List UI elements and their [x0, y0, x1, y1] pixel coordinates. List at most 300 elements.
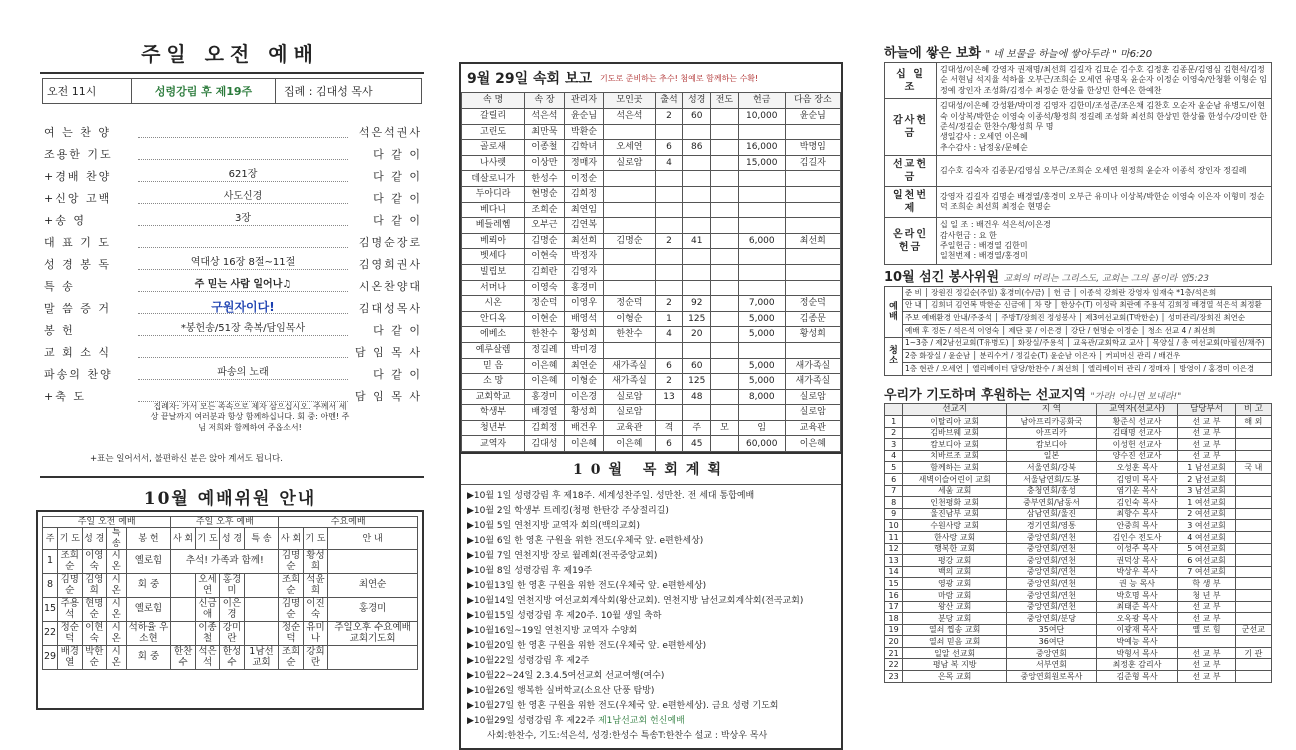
table-row [462, 202, 841, 218]
order-presenter: 다 같 이 [373, 368, 422, 381]
offering-title-row [884, 42, 1152, 61]
table-cell: 한찬수 [604, 327, 655, 343]
table-cell: 서울남연회/도봉 [1007, 473, 1097, 485]
table-row [885, 497, 1272, 509]
table-cell: 중앙연회/연천 [1007, 543, 1097, 555]
worship-leader: 집례 : 김대성 목사 [284, 85, 373, 98]
table-cell: 현명순 [82, 598, 106, 622]
table-cell: 인천평화 교회 [903, 497, 1007, 509]
order-content [138, 390, 348, 402]
table-cell: 소 망 [462, 374, 525, 390]
table-cell [655, 218, 683, 234]
table-cell: 2 [655, 233, 683, 249]
table-cell: 김명순 [279, 550, 303, 574]
table-cell: 황준식 선교사 [1096, 416, 1177, 428]
table-row [462, 124, 841, 140]
table-cell: 해 외 [1235, 416, 1271, 428]
table-cell [683, 218, 711, 234]
table-cell: 백의 교회 [903, 566, 1007, 578]
table-cell [683, 186, 711, 202]
order-label: 봉 헌 [44, 324, 75, 337]
table-cell [1235, 671, 1271, 683]
table-cell: 최만묵 [525, 124, 565, 140]
table-cell: 김인숙 목사 [1096, 497, 1177, 509]
table-cell [683, 202, 711, 218]
column-header: 기 도 [195, 528, 219, 550]
column-header [885, 404, 903, 416]
table-cell [738, 171, 785, 187]
worship-column [30, 0, 430, 722]
table-row [885, 439, 1272, 451]
table-cell: 석은석 [525, 109, 565, 125]
table-cell: 정순덕 [525, 296, 565, 312]
table-cell: 8,000 [738, 389, 785, 405]
table-cell: 배건우 [564, 420, 604, 436]
table-row [462, 420, 841, 436]
table-cell [328, 550, 418, 574]
offering-row [885, 99, 1272, 156]
order-item [44, 364, 422, 384]
table-cell [738, 342, 785, 358]
table-cell: 2 남선교회 [1178, 473, 1235, 485]
table-cell: 배영석 [564, 311, 604, 327]
column-header: 기 도 [58, 528, 82, 550]
table-cell: 김희란 [525, 264, 565, 280]
order-presenter: 시온찬양대 [358, 280, 422, 293]
table-cell: 오부근 [525, 218, 565, 234]
table-cell: 22 [43, 622, 58, 646]
table-cell: 강미란 [220, 622, 244, 646]
table-cell: 5,000 [738, 311, 785, 327]
plan-item: ▶10월14일 연천지방 여선교회계삭회(왕산교회). 연천지방 남선교회계삭회(전곡교회) [467, 596, 804, 607]
table-cell [1235, 497, 1271, 509]
table-cell: 선 교 부 [1178, 427, 1235, 439]
table-cell: 조희순 [525, 202, 565, 218]
offering-title: 하늘에 쌓은 보화 [884, 46, 981, 61]
table-cell: 일본 [1007, 450, 1097, 462]
table-row [462, 109, 841, 125]
table-cell: 시온 [106, 646, 126, 670]
table-cell [711, 124, 739, 140]
table-cell: 6 여선교회 [1178, 555, 1235, 567]
order-item [44, 276, 422, 296]
column-header: 특 송 [244, 528, 279, 550]
table-cell: 2 [655, 374, 683, 390]
table-cell: 믿 음 [462, 358, 525, 374]
table-cell: 4 [655, 155, 683, 171]
table-row [462, 140, 841, 156]
table-cell: 강희란 [303, 646, 327, 670]
table-cell [683, 171, 711, 187]
table-cell: 15 [885, 578, 903, 590]
table-cell: 정순덕 [604, 296, 655, 312]
report-title: 9월 29일 속회 보고 [467, 71, 592, 87]
table-cell: 옐로힘 [126, 598, 171, 622]
order-content: 3장 [138, 214, 348, 226]
table-cell: 김준형 목사 [1096, 671, 1177, 683]
table-cell [785, 218, 840, 234]
order-item [44, 342, 422, 362]
order-label: 성 경 봉 독 [44, 258, 111, 271]
order-content: *봉헌송/51장 축복/담임목사 [138, 324, 348, 336]
table-cell: 5,000 [738, 327, 785, 343]
table-cell: 45 [683, 436, 711, 452]
order-content [138, 346, 348, 358]
table-cell: 60 [683, 109, 711, 125]
plan-item: ▶10월 1일 성령강림 후 제18주. 세계성찬주일. 성만찬. 전 세대 통합예배 [467, 491, 755, 502]
offering-category: 십 일 조 [885, 63, 937, 99]
table-cell [1235, 589, 1271, 601]
table-cell [1235, 543, 1271, 555]
table-row [43, 622, 418, 646]
table-cell: 이영숙 [82, 550, 106, 574]
table-cell [1235, 439, 1271, 451]
order-content: 역대상 16장 8절~11절 [138, 258, 348, 270]
table-cell: 5 여선교회 [1178, 543, 1235, 555]
table-row [885, 427, 1272, 439]
table-cell [711, 358, 739, 374]
table-cell: 한사랑 교회 [903, 531, 1007, 543]
table-cell [738, 405, 785, 421]
table-cell: 선 교 부 [1178, 439, 1235, 451]
table-cell: 조희순 [279, 574, 303, 598]
table-row [462, 296, 841, 312]
table-cell: 옐 로 힘 [1178, 624, 1235, 636]
table-cell: 새가족실 [785, 374, 840, 390]
table-cell: 이현숙 [82, 622, 106, 646]
table-cell: 이광재 목사 [1096, 624, 1177, 636]
offering-category: 선교헌금 [885, 156, 937, 187]
table-cell [604, 280, 655, 296]
column-header: 교역자(선교사) [1096, 404, 1177, 416]
table-cell: 선 교 부 [1178, 613, 1235, 625]
table-cell: 실로암 [785, 389, 840, 405]
table-cell: 1 [655, 311, 683, 327]
table-cell: 서머나 [462, 280, 525, 296]
table-cell: 새가족실 [604, 374, 655, 390]
table-cell: 학 생 부 [1178, 578, 1235, 590]
table-cell: 3 여선교회 [1178, 520, 1235, 532]
table-cell [244, 622, 279, 646]
order-label: +축 도 [44, 390, 86, 403]
order-presenter: 다 같 이 [373, 192, 422, 205]
table-row [462, 249, 841, 265]
table-cell: 시온 [106, 622, 126, 646]
offering-row [885, 218, 1272, 265]
table-cell: 최연순 [328, 574, 418, 598]
table-cell [655, 186, 683, 202]
order-content: 구원자이다! [138, 302, 348, 314]
workers-table [42, 516, 418, 670]
table-cell: 오세연 [604, 140, 655, 156]
table-row [462, 280, 841, 296]
plan-item: ▶10월16일~19일 연천지방 교역자 수양회 [467, 626, 638, 637]
table-row [885, 520, 1272, 532]
table-row [462, 155, 841, 171]
order-item [44, 254, 422, 274]
table-cell [1235, 485, 1271, 497]
table-cell: 함께하는 교회 [903, 462, 1007, 474]
table-cell: 국 내 [1235, 462, 1271, 474]
table-row [885, 671, 1272, 683]
table-cell: 황성희 [785, 327, 840, 343]
column-header: 성 경 [220, 528, 244, 550]
table-cell: 치바르조 교회 [903, 450, 1007, 462]
table-row [885, 531, 1272, 543]
table-cell [1235, 566, 1271, 578]
table-cell: 한찬수 [171, 646, 195, 670]
table-cell: 신금애 [195, 598, 219, 622]
table-cell: 중앙연회/분당 [1007, 613, 1097, 625]
column-header: 담당부서 [1178, 404, 1235, 416]
table-row [885, 508, 1272, 520]
table-cell [711, 218, 739, 234]
offering-line: 생일감사 : 오세연 이은혜 [940, 132, 1028, 142]
table-cell: 울진남부 교회 [903, 508, 1007, 520]
table-cell: 이은혜 [564, 436, 604, 452]
table-cell: 최정훈 감리사 [1096, 659, 1177, 671]
table-cell: 이현순 [525, 311, 565, 327]
table-cell: 20 [683, 327, 711, 343]
table-cell: 모 [711, 420, 739, 436]
table-cell: 김명순 [279, 598, 303, 622]
table-cell: 8 [43, 574, 58, 598]
offering-verse: " 네 보물을 하늘에 쌓아두라 " 마6:20 [985, 49, 1153, 60]
plan-item: ▶10월 6일 한 영혼 구원을 위한 전도(우체국 앞. e편한세상) [467, 536, 704, 547]
order-presenter: 김명순장로 [358, 236, 422, 249]
order-content: 사도신경 [138, 192, 348, 204]
table-cell: 권 능 목사 [1096, 578, 1177, 590]
order-item [44, 166, 422, 186]
order-content [138, 236, 348, 248]
table-cell [711, 280, 739, 296]
table-cell [711, 171, 739, 187]
table-cell [655, 280, 683, 296]
table-cell: 최태준 목사 [1096, 601, 1177, 613]
plan-item: ▶10월22일 성령강림 후 제2주 [467, 656, 590, 667]
table-cell: 중앙연회/연천 [1007, 601, 1097, 613]
offering-line: 주일헌금 : 배경열 김한미 [940, 240, 1028, 250]
table-cell: 박미경 [564, 342, 604, 358]
column-header: 헌금 [738, 93, 785, 109]
table-cell [655, 202, 683, 218]
table-cell: 김대성 [525, 436, 565, 452]
table-cell: 실로암 [785, 405, 840, 421]
plan-title: 10월 목회계획 [461, 452, 841, 485]
table-row [462, 327, 841, 343]
table-cell: 교육관 [604, 420, 655, 436]
offering-names [937, 218, 1272, 265]
table-cell: 새가족실 [785, 358, 840, 374]
plan-item: ▶10월15일 성령강림 후 제20주. 10월 생일 축하 [467, 611, 662, 622]
column-header: 관리자 [564, 93, 604, 109]
table-cell: 황성희 [564, 405, 604, 421]
service-cell: 준 비 │ 장원진 정길순(주일) 홍경미(수/금) │ 헌 금 │ 이종석 강희란 강영자 임재숙 *1층/석은희 [903, 287, 1272, 300]
table-cell: 시온 [106, 550, 126, 574]
table-cell: 주 [683, 420, 711, 436]
table-cell: 이현숙 [525, 249, 565, 265]
order-content [138, 126, 348, 138]
table-cell: 삼남연회/울진 [1007, 508, 1097, 520]
standing-note: +표는 일어서서, 불편하신 분은 앉아 계셔도 됩니다. [90, 454, 283, 464]
column-header: 출석 [655, 93, 683, 109]
table-cell: 18 [885, 613, 903, 625]
table-cell: 7 [885, 485, 903, 497]
table-cell: 중앙연회/연천 [1007, 566, 1097, 578]
table-cell [785, 171, 840, 187]
table-cell: 세움 교회 [903, 485, 1007, 497]
service-row [885, 337, 1272, 350]
table-cell: 16,000 [738, 140, 785, 156]
table-cell: 기 관 [1235, 647, 1271, 659]
table-cell: 박형서 목사 [1096, 647, 1177, 659]
table-cell: 10,000 [738, 109, 785, 125]
table-cell: 영광 교회 [903, 578, 1007, 590]
table-cell: 안디옥 [462, 311, 525, 327]
column-header: 봉 헌 [126, 528, 171, 550]
plan-item: ▶10월26일 행복한 실버학교(소요산 단풍 탐방) [467, 686, 655, 697]
table-cell: 베다니 [462, 202, 525, 218]
table-cell: 김태명 선교사 [1096, 427, 1177, 439]
table-cell [738, 280, 785, 296]
table-row [885, 636, 1272, 648]
order-label: 여 는 찬 양 [44, 126, 111, 139]
table-cell: 서울연회/강북 [1007, 462, 1097, 474]
table-cell: 오성훈 목사 [1096, 462, 1177, 474]
table-cell [604, 124, 655, 140]
table-cell: 20 [885, 636, 903, 648]
table-row [462, 436, 841, 452]
offering-line: 김대성/이은혜 강영자 권재명/최선희 김길자 김묘순 김수호 김정훈 김종문/김영심 김현석/김정순 서현님 석지율 석하율 오부근/조희순 오세연 유명옥 윤순자 이정순 이영숙/안청환 이형순 임정예 장인자 조성화/김정수 최정순 한상률 한상민 한예은 한예찬 [940, 65, 1268, 95]
table-cell: 격 [655, 420, 683, 436]
table-cell [1235, 473, 1271, 485]
service-cell: 안 내 │ 김희녀 김연복 박한순 신금애 │ 차 량 │ 한상수(T) 이성락 최란예 주용석 김희정 배경열 석은석 최정환 [903, 299, 1272, 312]
table-cell [711, 202, 739, 218]
table-cell: 중앙연회/연천 [1007, 578, 1097, 590]
table-cell: 현명순 [525, 186, 565, 202]
table-row [885, 450, 1272, 462]
offering-row [885, 156, 1272, 187]
order-item [44, 232, 422, 252]
order-content: 파송의 노래 [138, 368, 348, 380]
table-cell: 중앙연회원로목사 [1007, 671, 1097, 683]
table-cell: 황성희 [303, 550, 327, 574]
worship-info-row [42, 78, 422, 104]
table-cell: 석하율 우소현 [126, 622, 171, 646]
table-cell: 5 [885, 462, 903, 474]
order-content [138, 148, 348, 160]
table-cell [683, 249, 711, 265]
table-cell: 김명순 [58, 574, 82, 598]
table-cell: 15,000 [738, 155, 785, 171]
table-cell: 배경열 [58, 646, 82, 670]
offering-names [937, 99, 1272, 156]
report-box [459, 62, 843, 750]
service-verse: 교회의 머리는 그리스도, 교회는 그의 몸이라 엡5:23 [1003, 274, 1210, 284]
table-cell: 임 [738, 420, 785, 436]
table-cell: 베뢰아 [462, 233, 525, 249]
table-cell: 1 여선교회 [1178, 497, 1235, 509]
table-cell: 박호명 목사 [1096, 589, 1177, 601]
table-cell: 조희순 [58, 550, 82, 574]
table-cell [738, 124, 785, 140]
offering-row [885, 187, 1272, 218]
table-cell: 9 [885, 508, 903, 520]
mission-title: 우리가 기도하며 후원하는 선교지역 [884, 388, 1086, 403]
table-cell [711, 374, 739, 390]
column-header: 모인곳 [604, 93, 655, 109]
table-cell: 6 [655, 140, 683, 156]
table-row [462, 264, 841, 280]
order-label: 특 송 [44, 280, 75, 293]
table-cell: 김영자 [564, 264, 604, 280]
plan-item-detail: 사회:한찬수, 기도:석은석, 성경:한성수 특송T:한찬수 설교 : 박상우 목사 [487, 731, 768, 742]
table-cell: 최향수 목사 [1096, 508, 1177, 520]
table-cell: 나사렛 [462, 155, 525, 171]
table-cell: 실로암 [604, 155, 655, 171]
table-cell [655, 264, 683, 280]
table-cell: 회 중 [126, 646, 171, 670]
table-cell: 선 교 부 [1178, 601, 1235, 613]
table-cell: 에베소 [462, 327, 525, 343]
table-row [885, 555, 1272, 567]
table-cell: 이은혜 [604, 436, 655, 452]
table-cell [785, 264, 840, 280]
plan-item: ▶10월 5일 연천지방 교역자 회의(백의교회) [467, 521, 640, 532]
table-cell: 김희정 [564, 186, 604, 202]
table-cell: 최연순 [564, 358, 604, 374]
table-cell [1235, 555, 1271, 567]
table-row [462, 342, 841, 358]
table-cell: 배경열 [525, 405, 565, 421]
table-cell: 학생부 [462, 405, 525, 421]
table-cell: 데살로니가 [462, 171, 525, 187]
table-cell: 빌립보 [462, 264, 525, 280]
order-item [44, 298, 422, 318]
table-cell: 수원사랑 교회 [903, 520, 1007, 532]
table-cell: 125 [683, 374, 711, 390]
table-row [885, 624, 1272, 636]
offering-line: 김대성/이은혜 강성환/박미경 김영자 김한미/조성준/조은채 김찬호 오순자 윤순남 유병도/이현숙 이상복/박한순 이영숙 이종석/황정희 정길례 조성화 최선희 한상민 한상률 한성수/강미란 한준석/정길순 한찬수/황성희 무 명 [940, 101, 1268, 131]
service-cell: 예배 후 정돈 / 석은석 이영숙 │ 제단 꽃 / 이은경 │ 강단 / 현명순 이정순 │ 청소 선교 4 / 최선희 [903, 325, 1272, 338]
table-cell: 선 교 부 [1178, 659, 1235, 671]
table-cell: 8 [885, 497, 903, 509]
table-cell: 은목 교회 [903, 671, 1007, 683]
column-header: 선교지 [903, 404, 1007, 416]
table-cell: 김희정 [525, 420, 565, 436]
table-cell: 11 [885, 531, 903, 543]
order-label: 교 회 소 식 [44, 346, 111, 359]
table-cell: 안중희 목사 [1096, 520, 1177, 532]
table-cell: 김영희 [82, 574, 106, 598]
table-cell: 행복한 교회 [903, 543, 1007, 555]
table-cell: 23 [885, 671, 903, 683]
table-row [885, 485, 1272, 497]
table-cell: 19 [885, 624, 903, 636]
table-row [462, 389, 841, 405]
service-row [885, 325, 1272, 338]
service-row [885, 299, 1272, 312]
table-cell: 정길례 [525, 342, 565, 358]
order-label: +송 영 [44, 214, 86, 227]
divider [40, 476, 424, 478]
table-cell: 이은경 [220, 598, 244, 622]
mission-verse: "가라! 아니면 보내라!" [1090, 392, 1182, 402]
table-cell [785, 202, 840, 218]
table-cell: 양수진 선교사 [1096, 450, 1177, 462]
table-cell [711, 264, 739, 280]
table-cell: 이성헌 선교사 [1096, 439, 1177, 451]
